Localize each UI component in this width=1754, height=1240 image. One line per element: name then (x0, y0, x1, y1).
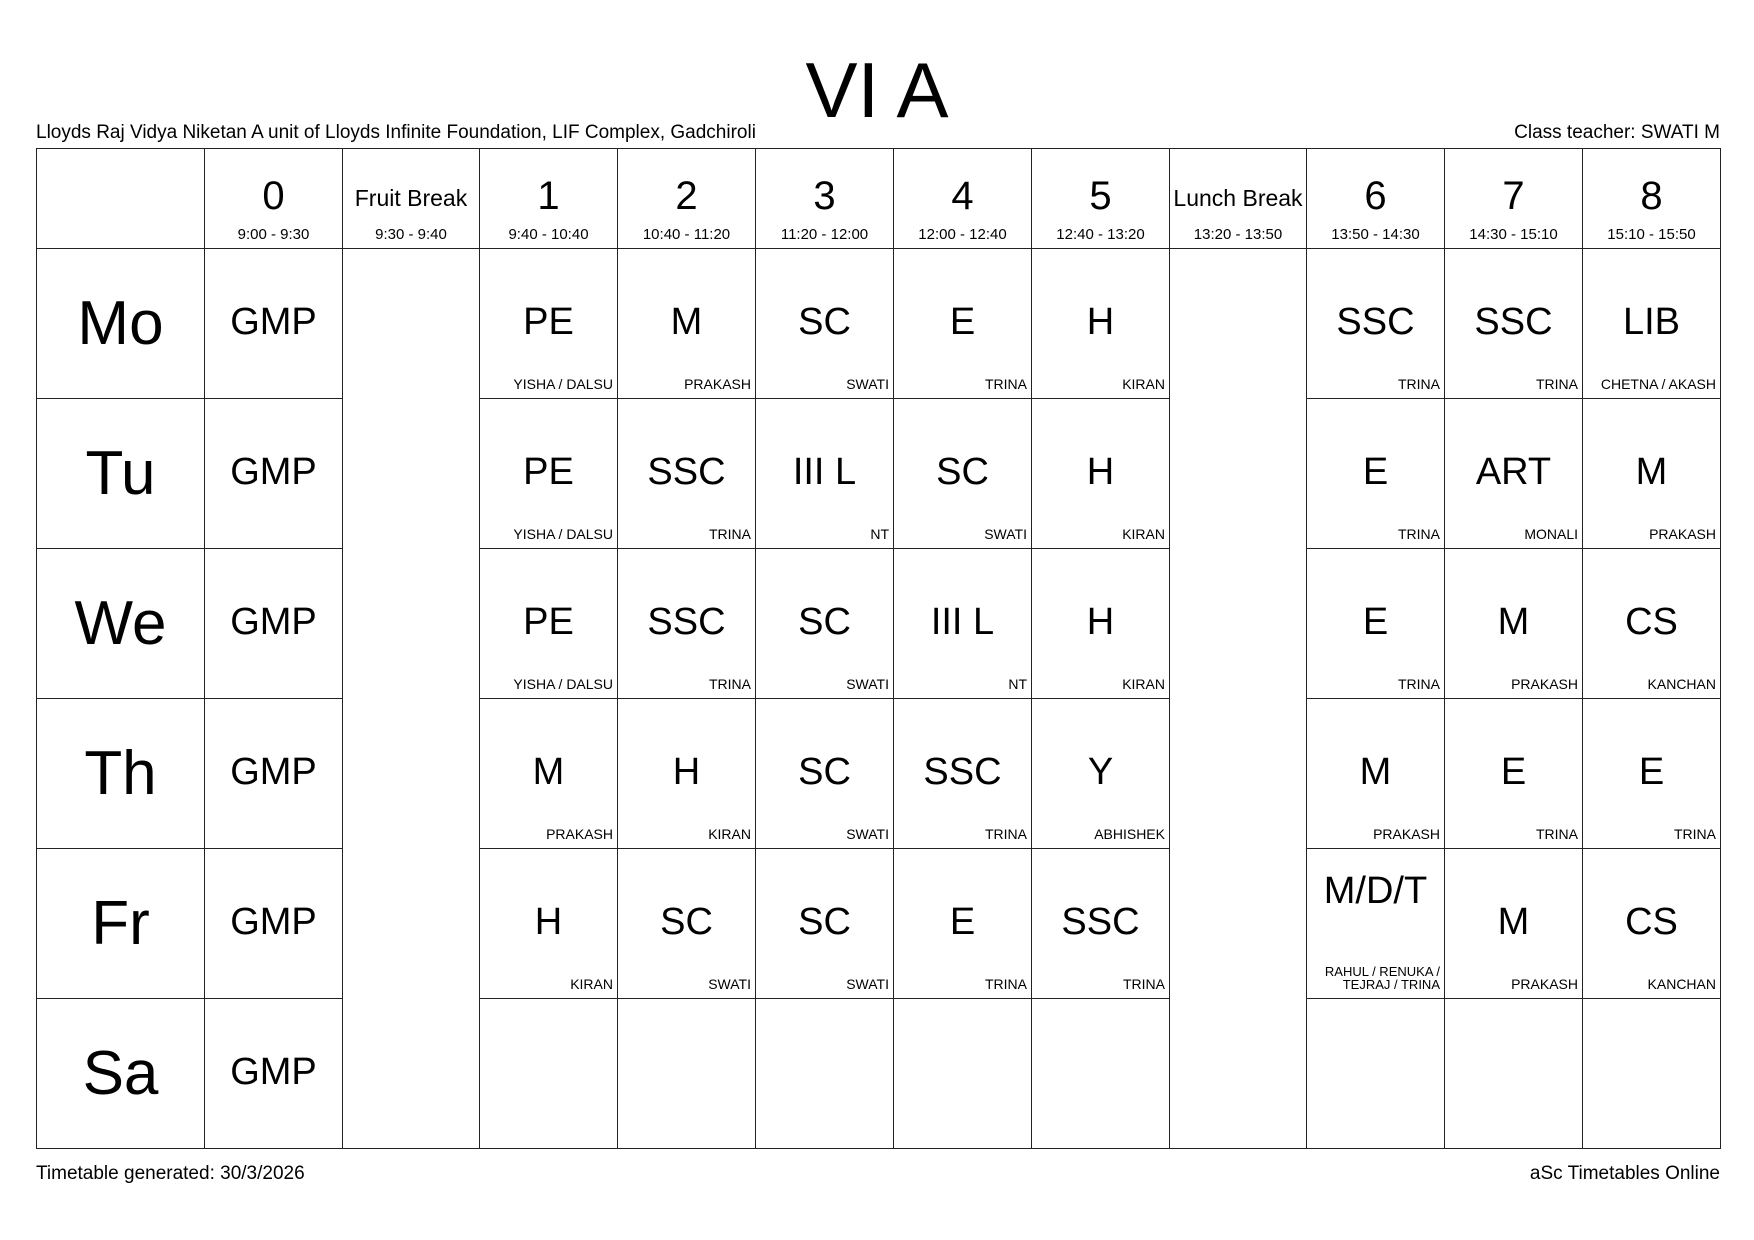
lesson-cell (1032, 549, 1170, 699)
lesson-subject: SSC (923, 751, 1002, 793)
lesson-cell (1307, 699, 1445, 849)
lesson-teacher: TRINA (985, 826, 1027, 842)
period-time: 13:20 - 13:50 (1193, 226, 1283, 243)
period-number: 6 (1364, 174, 1387, 218)
lesson-cell (1445, 849, 1583, 999)
lesson-teacher: SWATI (846, 376, 889, 392)
lesson-cell (756, 399, 894, 549)
lesson-subject: PE (523, 301, 574, 343)
school-name: Lloyds Raj Vidya Niketan A unit of Lloyds Infinite Foundation, LIF Complex, Gadchiroli (36, 122, 756, 143)
lesson-cell (1032, 249, 1170, 399)
lesson-subject: Y (1087, 751, 1114, 793)
period-time: 12:40 - 13:20 (1056, 226, 1145, 243)
lesson-teacher: TRINA (1674, 826, 1716, 842)
lesson-cell (756, 549, 894, 699)
lesson-teacher: TRINA (985, 976, 1027, 992)
lesson-subject: SC (798, 601, 851, 643)
lesson-subject: GMP (230, 751, 317, 793)
lesson-teacher: KANCHAN (1647, 676, 1716, 692)
lesson-cell (205, 699, 343, 849)
lesson-teacher: ABHISHEK (1094, 826, 1165, 842)
lesson-subject: H (1086, 451, 1115, 493)
day-row (37, 699, 1721, 849)
day-name: Fr (91, 889, 150, 958)
period-header (1307, 149, 1445, 249)
lesson-subject: M (532, 751, 565, 793)
lesson-subject: H (534, 901, 563, 943)
period-number: 2 (675, 174, 698, 218)
lesson-subject: E (1362, 451, 1389, 493)
break-cell (343, 249, 480, 1149)
lesson-cell (618, 549, 756, 699)
lesson-cell (1583, 549, 1721, 699)
timetable-grid (36, 148, 1721, 1149)
period-header (1445, 149, 1583, 249)
lesson-subject: SC (798, 901, 851, 943)
lesson-teacher: SWATI (708, 976, 751, 992)
lesson-cell (894, 699, 1032, 849)
lesson-subject: SSC (647, 451, 726, 493)
lesson-cell (1032, 849, 1170, 999)
break-cell (1170, 249, 1307, 1149)
lesson-teacher: TRINA (1123, 976, 1165, 992)
period-header (618, 149, 756, 249)
day-cell (37, 999, 205, 1149)
day-row (37, 399, 1721, 549)
lesson-subject: M (1497, 901, 1530, 943)
lesson-cell (480, 249, 618, 399)
lesson-subject: CS (1625, 901, 1678, 943)
lesson-cell (1032, 999, 1170, 1149)
lesson-cell (1583, 399, 1721, 549)
lesson-subject: SSC (647, 601, 726, 643)
class-title: VI A (805, 46, 949, 134)
period-number: 1 (537, 174, 560, 218)
lesson-teacher: PRAKASH (1511, 976, 1578, 992)
lesson-subject: SSC (1474, 301, 1553, 343)
day-name: Mo (77, 289, 164, 358)
lesson-cell (618, 249, 756, 399)
lesson-cell (756, 249, 894, 399)
lesson-cell (480, 999, 618, 1149)
lesson-subject: CS (1625, 601, 1678, 643)
lesson-cell (480, 399, 618, 549)
lesson-cell (894, 399, 1032, 549)
lesson-cell (1307, 999, 1445, 1149)
generated-date: Timetable generated: 30/3/2026 (36, 1163, 305, 1184)
lesson-subject: SSC (1061, 901, 1140, 943)
lesson-cell (894, 999, 1032, 1149)
day-name: We (74, 589, 167, 658)
lesson-subject: SC (936, 451, 989, 493)
lesson-subject: III L (930, 601, 995, 643)
day-name: Th (84, 739, 157, 808)
lesson-cell (205, 999, 343, 1149)
lesson-teacher: KIRAN (1122, 676, 1165, 692)
lesson-cell (205, 849, 343, 999)
period-header (205, 149, 343, 249)
lesson-teacher: NT (1008, 676, 1027, 692)
lesson-subject: SC (798, 751, 851, 793)
lesson-cell (1307, 849, 1445, 999)
lesson-subject: E (949, 301, 976, 343)
lesson-teacher: TRINA (709, 676, 751, 692)
lesson-subject: LIB (1622, 301, 1681, 343)
lesson-subject: H (1086, 601, 1115, 643)
period-number: 4 (951, 174, 974, 218)
lesson-subject: GMP (230, 451, 317, 493)
day-cell (37, 549, 205, 699)
lesson-teacher: MONALI (1524, 526, 1578, 542)
brand-footer: aSc Timetables Online (1529, 1163, 1720, 1184)
lesson-teacher: RAHUL / RENUKA / TEJRAJ / TRINA (1324, 964, 1440, 992)
day-row (37, 549, 1721, 699)
lesson-teacher: TRINA (1398, 526, 1440, 542)
day-name: Sa (82, 1039, 159, 1108)
break-header (343, 149, 480, 249)
lesson-cell (756, 849, 894, 999)
lesson-teacher: PRAKASH (1373, 826, 1440, 842)
lesson-subject: III L (792, 451, 857, 493)
lesson-cell (756, 999, 894, 1149)
lesson-teacher: KIRAN (1122, 376, 1165, 392)
day-row (37, 999, 1721, 1149)
lesson-cell (894, 549, 1032, 699)
lesson-cell (894, 849, 1032, 999)
day-row (37, 849, 1721, 999)
lesson-teacher: SWATI (846, 976, 889, 992)
break-name: Fruit Break (354, 185, 468, 211)
lesson-teacher: CHETNA / AKASH (1600, 376, 1716, 392)
lesson-teacher: KANCHAN (1647, 976, 1716, 992)
period-time: 9:40 - 10:40 (508, 226, 589, 243)
period-time: 14:30 - 15:10 (1469, 226, 1558, 243)
lesson-teacher: YISHA / DALSU (513, 526, 613, 542)
lesson-cell (1445, 399, 1583, 549)
lesson-cell (894, 249, 1032, 399)
lesson-cell (1583, 999, 1721, 1149)
lesson-subject: E (1500, 751, 1527, 793)
class-teacher: Class teacher: SWATI M (1514, 122, 1720, 143)
period-number: 3 (813, 174, 836, 218)
lesson-cell (1307, 549, 1445, 699)
day-cell (37, 399, 205, 549)
period-header (1032, 149, 1170, 249)
lesson-cell (1032, 699, 1170, 849)
lesson-subject: GMP (230, 901, 317, 943)
break-header (1170, 149, 1307, 249)
lesson-subject: GMP (230, 1051, 317, 1093)
lesson-cell (1583, 249, 1721, 399)
lesson-cell (1445, 549, 1583, 699)
lesson-cell (1307, 399, 1445, 549)
lesson-teacher: TRINA (1398, 676, 1440, 692)
day-cell (37, 249, 205, 399)
period-header (756, 149, 894, 249)
corner-cell (37, 149, 205, 249)
lesson-cell (1032, 399, 1170, 549)
lesson-subject: E (949, 901, 976, 943)
lesson-teacher: TRINA (1398, 376, 1440, 392)
lesson-teacher: KIRAN (708, 826, 751, 842)
period-number: 8 (1640, 174, 1663, 218)
lesson-teacher: SWATI (984, 526, 1027, 542)
lesson-subject: SSC (1336, 301, 1415, 343)
lesson-teacher: PRAKASH (1649, 526, 1716, 542)
lesson-teacher: NT (870, 526, 889, 542)
period-time: 12:00 - 12:40 (918, 226, 1007, 243)
period-time: 9:30 - 9:40 (375, 226, 447, 243)
period-time: 11:20 - 12:00 (780, 226, 869, 243)
lesson-cell (480, 849, 618, 999)
lesson-cell (618, 399, 756, 549)
lesson-cell (756, 699, 894, 849)
lesson-cell (1307, 249, 1445, 399)
break-name: Lunch Break (1173, 185, 1303, 211)
lesson-teacher: TRINA (1536, 826, 1578, 842)
lesson-subject: M/D/T (1323, 870, 1428, 912)
lesson-subject: M (1635, 451, 1668, 493)
lesson-cell (1445, 999, 1583, 1149)
period-time: 13:50 - 14:30 (1331, 226, 1420, 243)
lesson-subject: PE (523, 451, 574, 493)
lesson-subject: GMP (230, 601, 317, 643)
lesson-subject: SC (798, 301, 851, 343)
lesson-teacher: PRAKASH (1511, 676, 1578, 692)
lesson-subject: GMP (230, 301, 317, 343)
lesson-teacher: YISHA / DALSU (513, 376, 613, 392)
lesson-subject: E (1362, 601, 1389, 643)
lesson-cell (618, 849, 756, 999)
day-cell (37, 849, 205, 999)
period-header (1583, 149, 1721, 249)
lesson-teacher: SWATI (846, 676, 889, 692)
lesson-cell (1445, 249, 1583, 399)
lesson-subject: ART (1475, 451, 1552, 493)
lesson-subject: PE (523, 601, 574, 643)
day-name: Tu (85, 439, 156, 508)
lesson-teacher: KIRAN (1122, 526, 1165, 542)
period-header (480, 149, 618, 249)
period-number: 7 (1502, 174, 1525, 218)
period-number: 0 (262, 174, 285, 218)
lesson-subject: E (1638, 751, 1665, 793)
day-cell (37, 699, 205, 849)
lesson-teacher: TRINA (985, 376, 1027, 392)
lesson-subject: M (670, 301, 703, 343)
lesson-cell (480, 549, 618, 699)
lesson-cell (205, 549, 343, 699)
lesson-subject: M (1359, 751, 1392, 793)
lesson-cell (480, 699, 618, 849)
lesson-cell (618, 699, 756, 849)
lesson-teacher: TRINA (709, 526, 751, 542)
lesson-teacher: TRINA (1536, 376, 1578, 392)
lesson-teacher: YISHA / DALSU (513, 676, 613, 692)
lesson-cell (618, 999, 756, 1149)
period-time: 9:00 - 9:30 (237, 226, 310, 243)
day-row (37, 249, 1721, 399)
period-time: 10:40 - 11:20 (642, 226, 731, 243)
lesson-subject: M (1497, 601, 1530, 643)
lesson-teacher: KIRAN (570, 976, 613, 992)
lesson-cell (1583, 849, 1721, 999)
period-time: 15:10 - 15:50 (1607, 226, 1696, 243)
lesson-teacher: PRAKASH (546, 826, 613, 842)
period-header (894, 149, 1032, 249)
lesson-cell (205, 249, 343, 399)
lesson-subject: H (672, 751, 701, 793)
lesson-teacher: SWATI (846, 826, 889, 842)
lesson-cell (1583, 699, 1721, 849)
lesson-teacher: PRAKASH (684, 376, 751, 392)
lesson-subject: SC (660, 901, 713, 943)
lesson-subject: H (1086, 301, 1115, 343)
period-number: 5 (1089, 174, 1112, 218)
header-row (37, 149, 1721, 249)
lesson-cell (1445, 699, 1583, 849)
lesson-cell (205, 399, 343, 549)
